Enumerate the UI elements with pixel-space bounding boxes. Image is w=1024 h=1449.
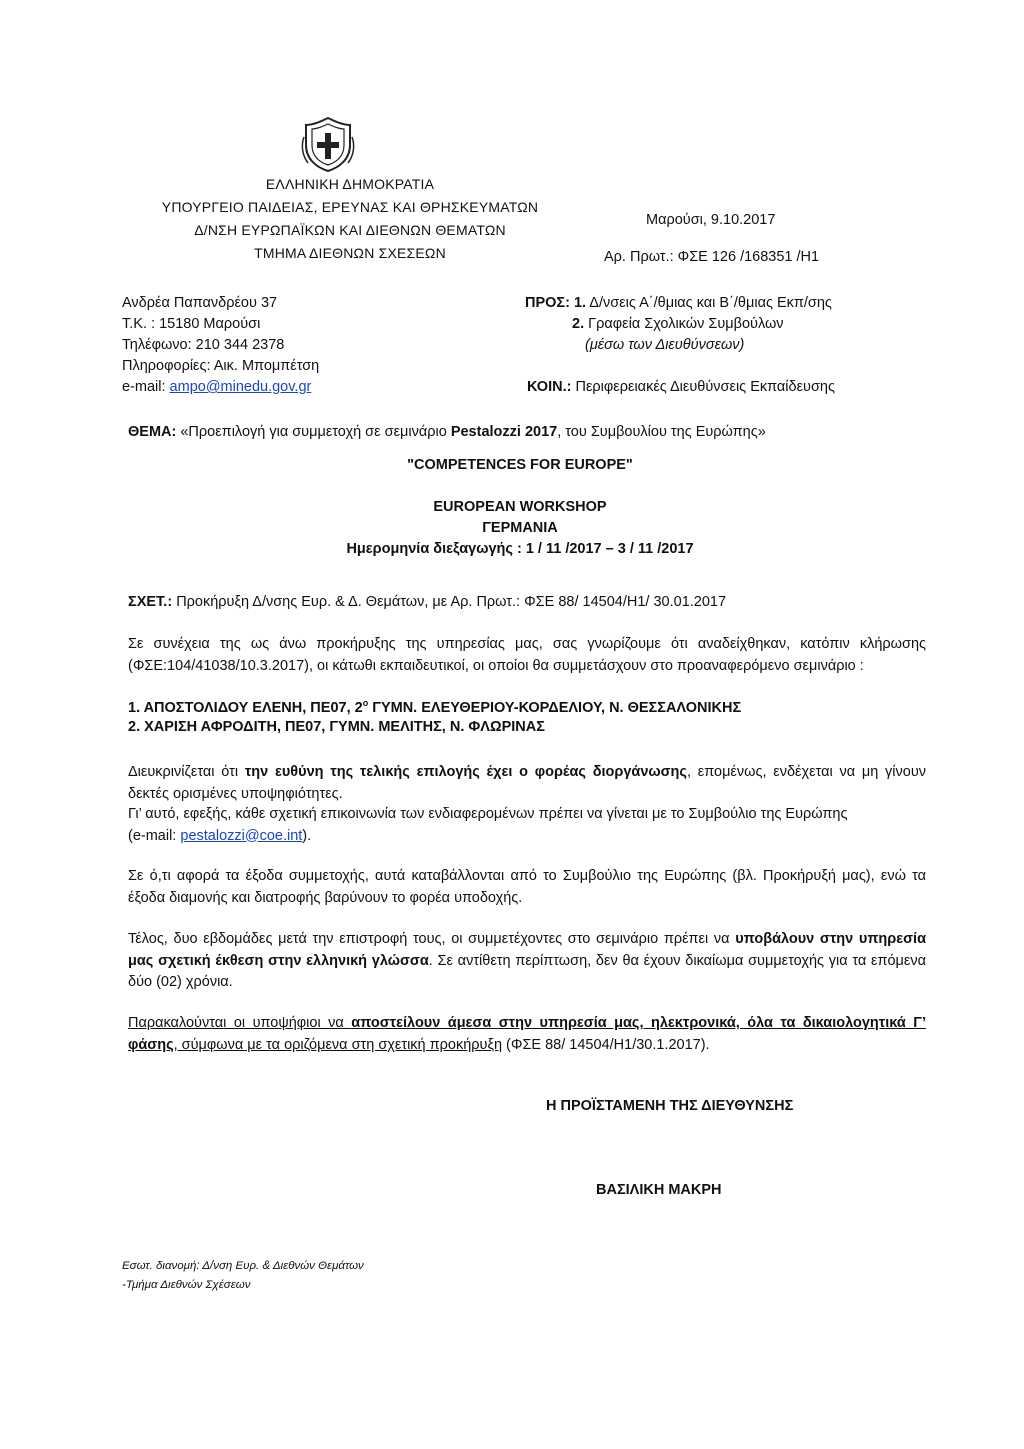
- para4-a: Τέλος, δυο εβδομάδες μετά την επιστροφή τους, οι συμμετέχοντες στο σεμινάριο πρέπει να: [128, 931, 736, 947]
- subject-line: [128, 424, 766, 440]
- address-postal: Τ.Κ. : 15180 Μαρούσι: [122, 316, 261, 332]
- greek-coat-of-arms-emblem: [300, 115, 356, 173]
- recipient-line-2: [572, 316, 784, 332]
- paragraph-expenses: Σε ό,τι αφορά τα έξοδα συμμετοχής, αυτά καταβάλλονται από το Συμβούλιο της Ευρώπης (βλ. Προκήρυξή μας), ενώ τα έξοδα διαμονής και διατροφής βαρύνουν το φορέα υποδοχής.: [128, 868, 926, 906]
- selected-teacher-1-sup: ο: [362, 698, 369, 708]
- subject-text-bold: Pestalozzi 2017: [450, 424, 558, 440]
- selected-teacher-2: 2. ΧΑΡΙΣΗ ΑΦΡΟΔΙΤΗ, ΠΕ07, ΓΥΜΝ. ΜΕΛΙΤΗΣ, Ν. ΦΛΩΡΙΝΑΣ: [128, 719, 545, 735]
- para2-bold: την ευθύνη της τελικής επιλογής έχει ο φορέας διοργάνωσης: [244, 764, 687, 780]
- para2-d: (e-mail:: [128, 827, 181, 844]
- para2-a: Διευκρινίζεται ότι: [128, 764, 245, 780]
- para5-a: Παρακαλούνται οι υποψήφιοι να: [128, 1015, 352, 1031]
- signature-role: Η ΠΡΟΪΣΤΑΜΕΝΗ ΤΗΣ ΔΙΕΥΘΥΝΣΗΣ: [546, 1098, 794, 1114]
- header-directorate: Δ/ΝΣΗ ΕΥΡΩΠΑΪΚΩΝ ΚΑΙ ΔΙΕΘΝΩΝ ΘΕΜΑΤΩΝ: [194, 222, 506, 238]
- subject-label: ΘΕΜΑ:: [128, 424, 177, 440]
- paragraph-selection: Σε συνέχεια της ως άνω προκήρυξης της υπηρεσίας μας, σας γνωρίζουμε ότι αναδείχθηκαν, κατόπιν κλήρωσης (ΦΣΕ:104/41038/10.3.2017), οι κάτωθι εκπαιδευτικοί, οι οποίοι θα συμμετάσχουν στο προαναφερόμενο σεμινάριο :: [128, 636, 926, 674]
- workshop-title: EUROPEAN WORKSHOP: [433, 499, 607, 515]
- para4-b: . Σε αντίθετη περίπτωση, δεν θα έχουν δικαίωμα συμμετοχής για τα επόμενα δύο (02) χρόνια.: [128, 952, 926, 990]
- address-street: Ανδρέα Παπανδρέου 37: [122, 295, 278, 311]
- coe-email-link[interactable]: pestalozzi@coe.int: [180, 827, 303, 844]
- document-date: Μαρούσι, 9.10.2017: [646, 212, 776, 228]
- protocol-number: Αρ. Πρωτ.: ΦΣΕ 126 /168351 /Η1: [604, 249, 820, 265]
- address-info: Πληροφορίες: Αικ. Μπομπέτση: [122, 358, 320, 374]
- subject-text-a: «Προεπιλογή για συμμετοχή σε σεμινάριο: [176, 424, 451, 440]
- pros-label: ΠΡΟΣ:: [525, 295, 570, 311]
- header-ministry: ΥΠΟΥΡΓΕΙΟ ΠΑΙΔΕΙΑΣ, ΕΡΕΥΝΑΣ ΚΑΙ ΘΡΗΣΚΕΥΜΑΤΩΝ: [161, 199, 539, 215]
- para2-c: Γι’ αυτό, εφεξής, κάθε σχετική επικοινωνία των ενδιαφερομένων πρέπει να γίνεται με το Συμβούλιο της Ευρώπης: [128, 806, 848, 822]
- para5-c: (ΦΣΕ 88/ 14504/Η1/30.1.2017).: [502, 1036, 710, 1053]
- header-department: ΤΜΗΜΑ ΔΙΕΘΝΩΝ ΣΧΕΣΕΩΝ: [254, 245, 446, 261]
- paragraph-contact: [128, 804, 926, 847]
- workshop-country: ΓΕΡΜΑΝΙΑ: [482, 520, 558, 536]
- para4-bold: υποβάλουν στην υπηρεσία μας σχετική έκθεση στην ελληνική γλώσσα: [128, 931, 926, 969]
- address-phone: Τηλέφωνο: 210 344 2378: [122, 337, 285, 353]
- paragraph-report: [128, 929, 926, 994]
- koin-line: [527, 379, 835, 395]
- recipient-2-text: Γραφεία Σχολικών Συμβούλων: [584, 316, 784, 332]
- koin-text: Περιφερειακές Διευθύνσεις Εκπαίδευσης: [571, 379, 835, 395]
- subject-text-b: , του Συμβουλίου της Ευρώπης»: [557, 424, 766, 440]
- address-email-line: [122, 379, 311, 395]
- recipient-2-note: (μέσω των Διευθύνσεων): [585, 337, 745, 353]
- distribution-line-2: -Τμήμα Διεθνών Σχέσεων: [122, 1279, 251, 1291]
- recipient-1-text: Δ/νσεις Α΄/θμιας και Β΄/θμιας Εκπ/σης: [586, 295, 832, 311]
- recipient-2-number: 2.: [572, 316, 585, 332]
- reference-line: [128, 594, 726, 610]
- para2-b: , επομένως, ενδέχεται να μη γίνουν δεκτές ορισμένες υποψηφιότητες.: [128, 764, 926, 802]
- para5-bold: αποστείλουν άμεσα στην υπηρεσία μας, ηλεκτρονικά, όλα τα δικαιολογητικά Γ’ φάσης: [128, 1015, 926, 1053]
- competences-title: "COMPETENCES FOR EUROPE": [407, 457, 633, 473]
- selected-teacher-1: [128, 698, 741, 716]
- recipient-1-number: 1.: [573, 295, 587, 311]
- recipient-line-1: [525, 295, 832, 311]
- paragraph-documents: [128, 1013, 926, 1056]
- selected-teacher-1-b: ΓΥΜΝ. ΕΛΕΥΘΕΡΙΟΥ-ΚΟΡΔΕΛΙΟΥ, Ν. ΘΕΣΣΑΛΟΝΙΚΗΣ: [368, 699, 742, 716]
- sender-email-link[interactable]: ampo@minedu.gov.gr: [169, 379, 312, 395]
- selected-teacher-1-a: 1. ΑΠΟΣΤΟΛΙΔΟΥ ΕΛΕΝΗ, ΠΕ07, 2: [128, 699, 363, 716]
- reference-label: ΣΧΕΤ.:: [128, 594, 173, 610]
- paragraph-responsibility: [128, 762, 926, 805]
- para5-b: , σύμφωνα με τα οριζόμενα στη σχετική προκήρυξη: [173, 1036, 503, 1053]
- header-country: ΕΛΛΗΝΙΚΗ ΔΗΜΟΚΡΑΤΙΑ: [265, 176, 435, 192]
- koin-label: ΚΟΙΝ.:: [527, 379, 572, 395]
- reference-text: Προκήρυξη Δ/νσης Ευρ. & Δ. Θεμάτων, με Αρ. Πρωτ.: ΦΣΕ 88/ 14504/Η1/ 30.01.2017: [172, 594, 727, 610]
- para2-e: ).: [302, 827, 312, 844]
- distribution-line-1: Εσωτ. διανομή: Δ/νση Ευρ. & Διεθνών Θεμάτων: [122, 1260, 364, 1272]
- email-label: e-mail:: [122, 379, 170, 395]
- signature-name: ΒΑΣΙΛΙΚΗ ΜΑΚΡΗ: [596, 1182, 722, 1198]
- workshop-dates: Ημερομηνία διεξαγωγής : 1 / 11 /2017 – 3 / 11 /2017: [346, 541, 694, 557]
